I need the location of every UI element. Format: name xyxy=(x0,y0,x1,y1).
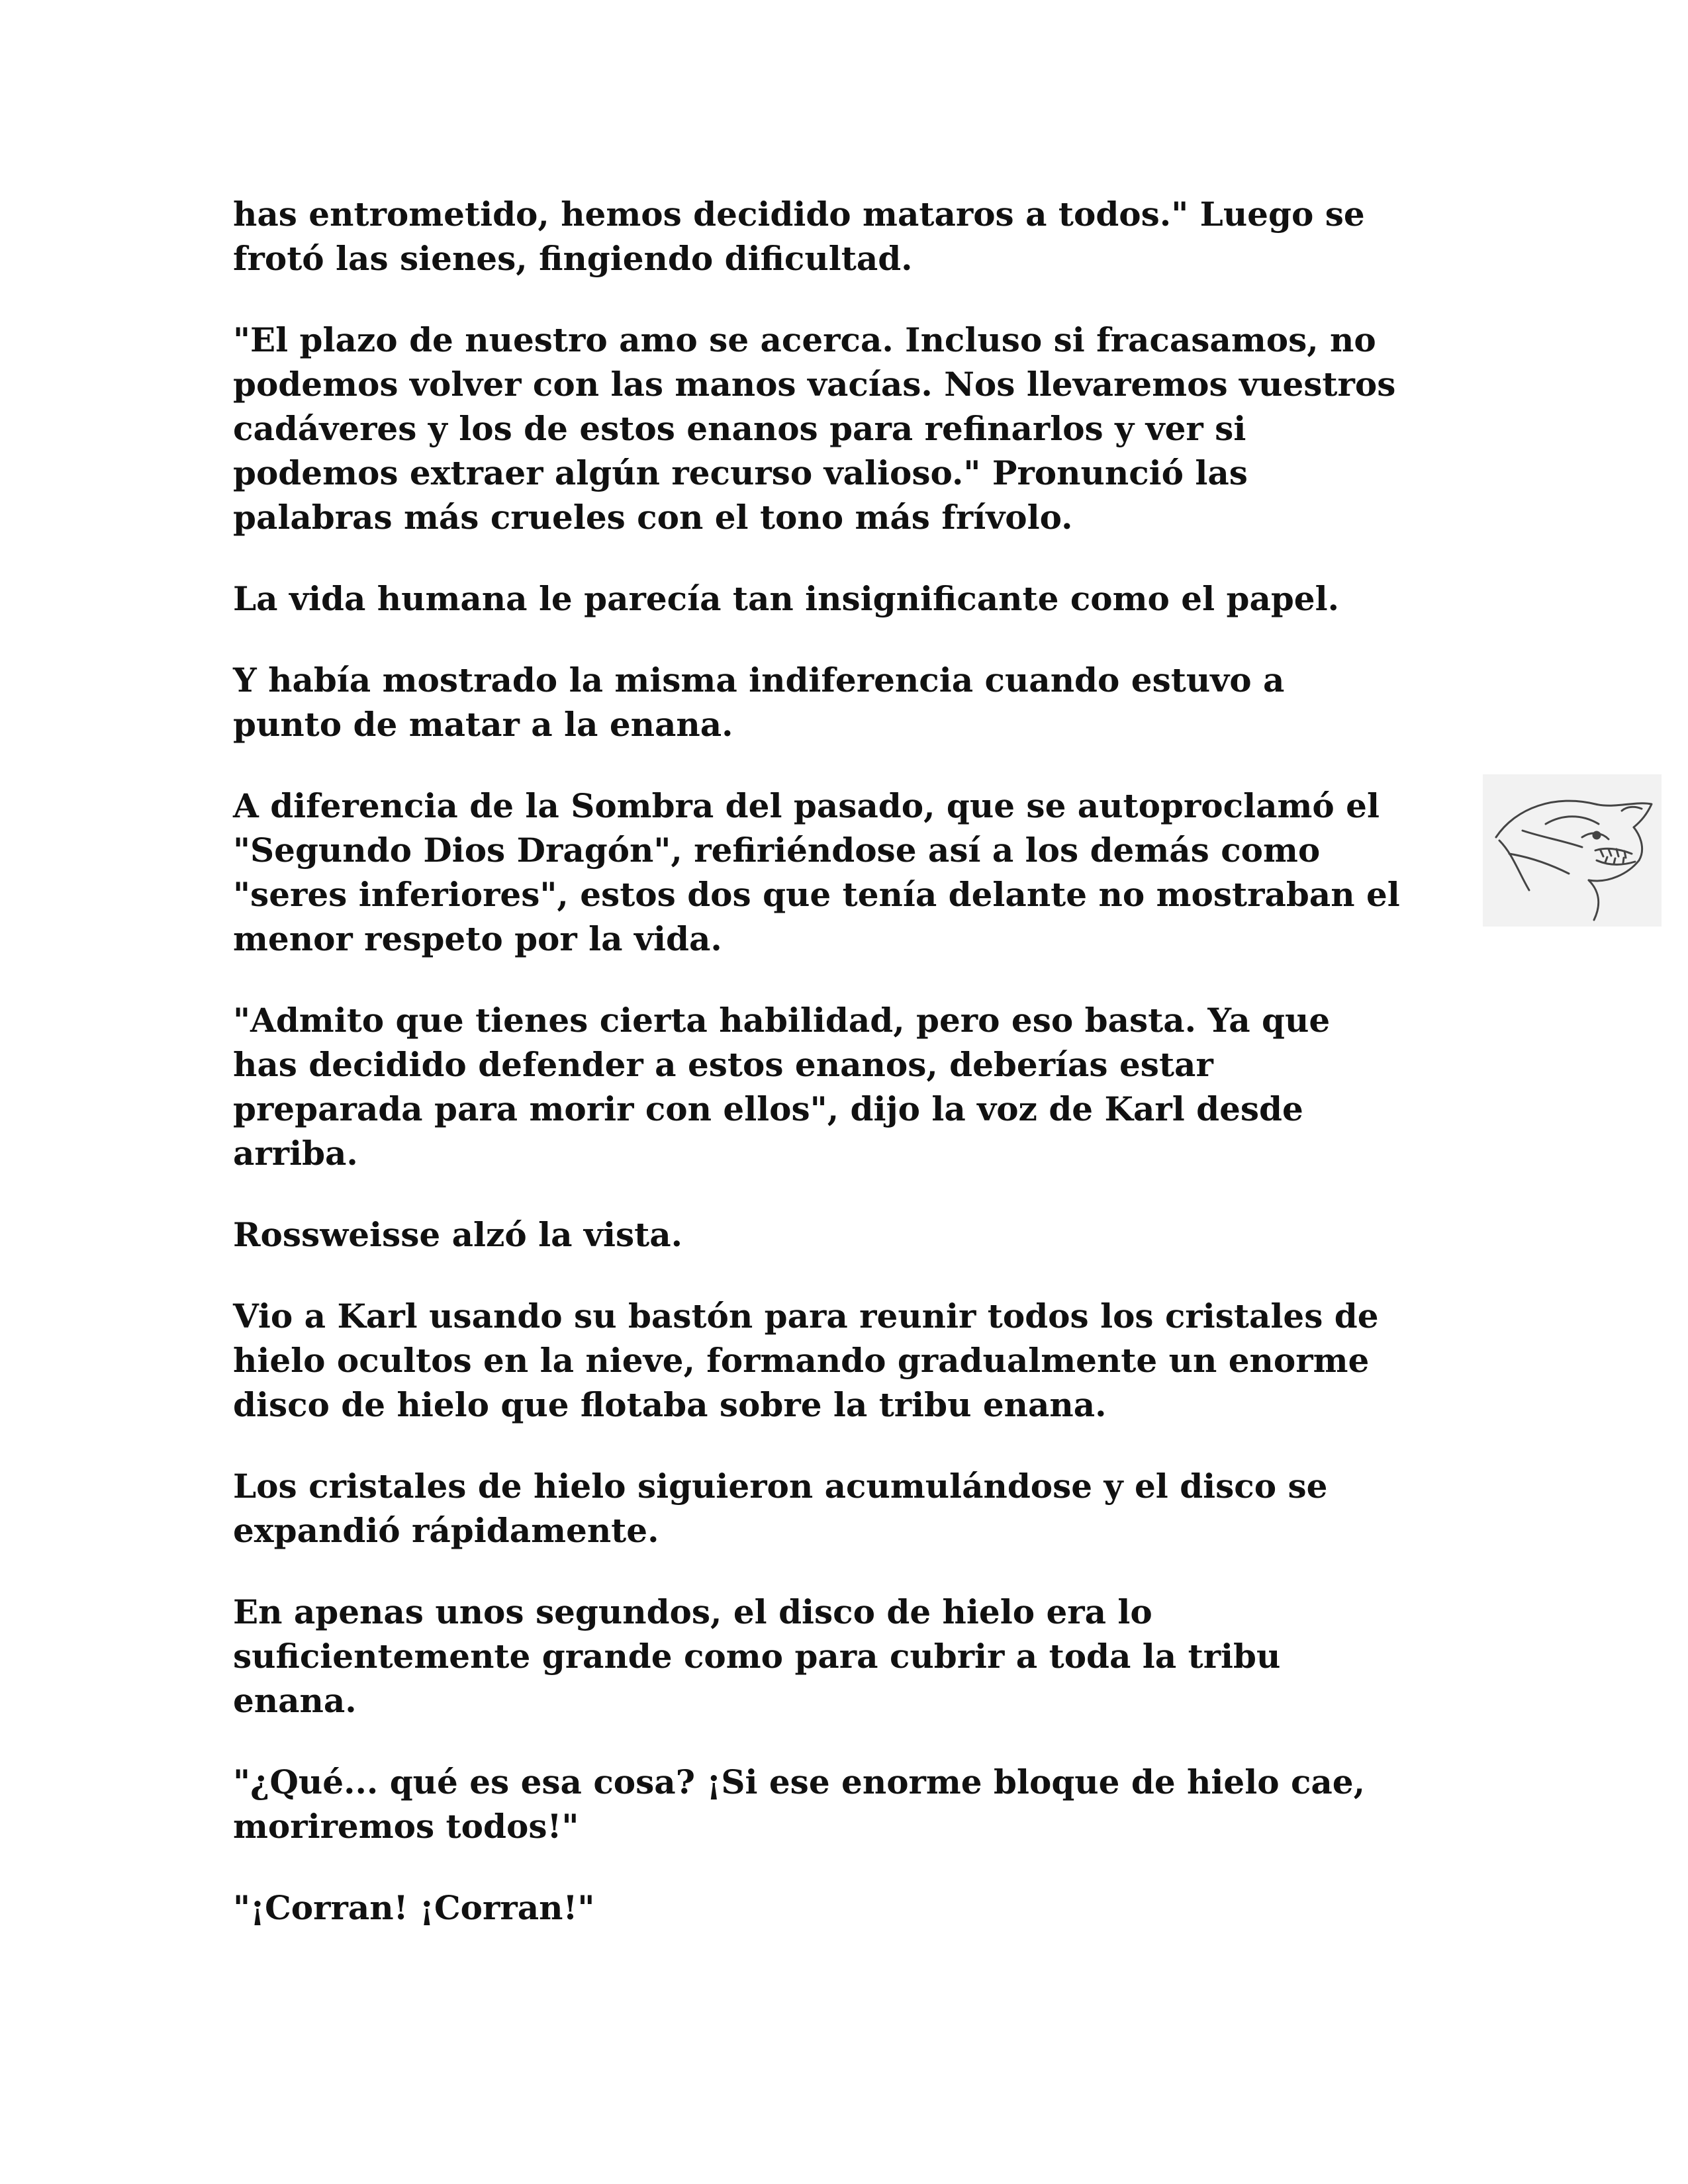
paragraph: "¿Qué... qué es esa cosa? ¡Si ese enorme bloque de hielo cae, moriremos todos!" xyxy=(233,1762,1366,1846)
paragraph: Y había mostrado la misma indiferencia cuando estuvo a punto de matar a la enana. xyxy=(233,660,1285,744)
paragraph: Los cristales de hielo siguieron acumulándose y el disco se expandió rápidamente. xyxy=(233,1467,1328,1550)
body-text xyxy=(233,192,1464,1967)
paragraph: "Admito que tienes cierta habilidad, pero eso basta. Ya que has decidido defender a estos enanos, deberías estar preparada para morir con ellos", dijo la voz de Karl desde arriba. xyxy=(233,1001,1331,1173)
paragraph: "¡Corran! ¡Corran!" xyxy=(233,1888,595,1927)
paragraph: A diferencia de la Sombra del pasado, que se autoproclamó el "Segundo Dios Dragón", refiriéndose así a los demás como "seres inferiores", estos dos que tenía delante no mostraban el menor respeto por la vida. xyxy=(233,786,1400,958)
paragraph: En apenas unos segundos, el disco de hielo era lo suficientemente grande como para cubrir a toda la tribu enana. xyxy=(233,1592,1281,1720)
dragon-head-icon xyxy=(1483,774,1662,927)
paragraph: Vio a Karl usando su bastón para reunir todos los cristales de hielo ocultos en la nieve, formando gradualmente un enorme disco de hielo que flotaba sobre la tribu enana. xyxy=(233,1297,1379,1424)
paragraph: Rossweisse alzó la vista. xyxy=(233,1215,683,1254)
paragraph: has entrometido, hemos decidido mataros a todos." Luego se frotó las sienes, fingiendo dificultad. xyxy=(233,195,1365,278)
paragraph: "El plazo de nuestro amo se acerca. Incluso si fracasamos, no podemos volver con las manos vacías. Nos llevaremos vuestros cadáveres y los de estos enanos para refinarlos y ver si podemos extraer algún recurso valioso." Pronunció las palabras más crueles con el tono más frívolo. xyxy=(233,320,1396,537)
paragraph: La vida humana le parecía tan insignificante como el papel. xyxy=(233,579,1340,618)
